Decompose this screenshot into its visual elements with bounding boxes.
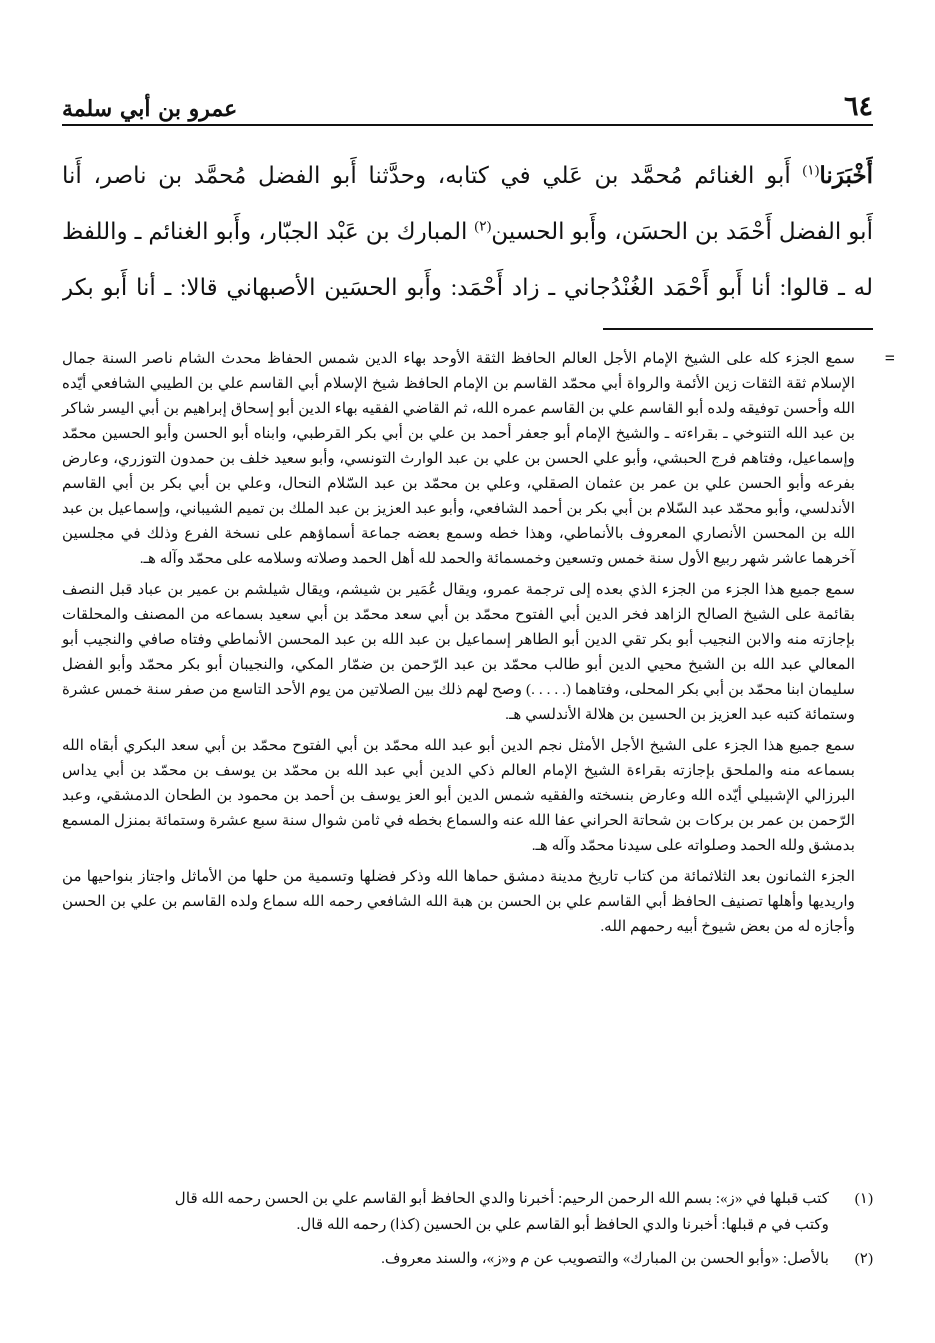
footnote-1-number: (١) <box>854 1190 873 1207</box>
footnote-divider <box>603 328 873 330</box>
footnote-2-body <box>62 1246 829 1272</box>
note-block-4 <box>62 864 873 939</box>
note-block-3-text: سمع جميع هذا الجزء على الشيخ الأجل الأمثل نجم الدين أبو عبد الله محمّد بن أبي الفتوح محمّد بن أبي سعد البكري أبقاه الله بسماعه منه والملحق بإجازته بقراءة الشيخ الإمام العالم ذكي الدين أبي عبد الله بن محمّد بن يوسف بن محمّد بن أبي يداس البرزالي الإشبيلي أيّده الله وعارض بنسخته والفقيه شمس الدين أبو العز يوسف بن أحمد بن محمود بن الطحان الدمشقي، وعبد الرّحمن بن عمر بن بركات بن شحاتة الحراني عفا الله عنه والسماع بخطه في ثامن شوال سنة سبع عشرة وستمائة بمنزل المسمع بدمشق ولله الحمد وصلواته على سيدنا محمّد وآله هـ. <box>62 737 855 854</box>
page-number: ٦٤ <box>843 91 873 122</box>
note-block-2 <box>62 577 873 727</box>
note-block-2-text: سمع جميع هذا الجزء من الجزء الذي بعده إلى ترجمة عمرو، ويقال عُمَير بن شيشم، ويقال شيلشم بن عمير بن عباد قبل النصف بقائمة على الشيخ الصالح الزاهد فخر الدين أبي الفتوح محمّد بن أبي سعد محمّد بن أبي سعيد بسماعه من المصنف والمحلقات بإجازته منه والابن النجيب أبو بكر تقي الدين أبو الطاهر إسماعيل بن عبد الله بن عبد المحسن الأنماطي وفتاه صافي والنجيب أبو المعالي عبد الله بن الشيخ محيي الدين أبو طالب محمّد بن عبد الرّحمن بن ضمّار المكي، والنجيبان أبو بكر محمّد وأبو الفضل سليمان ابنا محمّد بن أبي بكر المحلى، وفتاهما (. . . . .) وصح لهم ذلك بين الصلاتين من يوم الأحد التاسع من صفر سنة خمس عشرة وستمائة كتبه عبد العزيز بن الحسين بن هلالة الأندلسي هـ. <box>62 581 855 723</box>
footnote-1-line-2: وكتب في م قبلها: أخبرنا والدي الحافظ أبو القاسم علي بن الحسين (كذا) رحمه الله قال. <box>296 1216 829 1233</box>
page-header <box>62 86 873 126</box>
main-line-2a-text: أَبو الفضل أَحْمَد بن الحسَن، وأَبو الحسين <box>491 219 873 244</box>
footnote-2 <box>62 1246 873 1272</box>
main-line-2b-text: المبارك بن عَبْد الجبّار، وأَبو الغنائم ـ واللفظ <box>62 219 475 244</box>
note-block-4-text: الجزء الثمانون بعد الثلاثمائة من كتاب تاريخ مدينة دمشق حماها الله وذكر فضلها وتسمية من حلها من الأماثل واجتاز بنواحيها من واريديها وأهلها تصنيف الحافظ أبي القاسم علي بن الحسن بن هبة الله الشافعي رحمه الله سماع ولده القاسم بن علي بن الحسن وأجازه له من بعض شيوخ أبيه رحمهم الله. <box>62 868 855 935</box>
main-line-3: له ـ قالوا: أنا أَبو أَحْمَد الغُنْدُجاني ـ زاد أَحْمَد: وأَبو الحسَين الأصبهاني قالا: ـ أنا أَبو بكر <box>62 275 873 300</box>
main-line-1-text: أَبو الغنائم مُحمَّد بن عَلي في كتابه، وحدَّثنا أَبو الفضل مُحمَّد بن ناصر، أَنا <box>62 163 803 188</box>
footnote-2-number: (٢) <box>854 1250 873 1267</box>
footnote-ref-1[interactable]: (١) <box>802 163 820 179</box>
footnote-2-line-1: بالأصل: «وأبو الحسن بن المبارك» والتصويب عن م و«ز»، والسند معروف. <box>381 1250 829 1267</box>
main-line-2 <box>62 204 873 260</box>
continuation-mark: = <box>884 348 895 368</box>
lead-word: أَخْبَرَنا <box>819 163 873 188</box>
footnote-1-line-1: كتب قبلها في «ز»: بسم الله الرحمن الرحيم: أخبرنا والدي الحافظ أبو القاسم علي بن الحسن رحمه الله قال <box>174 1190 829 1207</box>
marginal-notes <box>62 346 895 945</box>
main-line-1 <box>62 148 873 204</box>
note-block-1-text: سمع الجزء كله على الشيخ الإمام الأجل العالم الحافظ الثقة الأوحد بهاء الدين شمس الحفاظ محدث الشام ناصر السنة جمال الإسلام ثقة الثقات زين الأئمة والرواة أبي محمّد القاسم بن الإمام الحافظ شيخ الإسلام أبي القاسم علي بن الطيبي الشافعي أيّده الله وأحسن توفيقه ولده أبو القاسم علي بن القاسم عمره الله، ثم القاضي الفقيه بهاء الدين أبو إسحاق إبراهيم بن أبي اليسر شاكر بن عبد الله التنوخي ـ بقراءته ـ والشيخ الإمام أبو جعفر أحمد بن علي بن أبي بكر القرطبي، وابناه أبو الحسن وأبو الحسين محمّد وإسماعيل، وفتاهم فرج الحبشي، وأبو علي الحسن بن علي بن عبد الوارث التونسي، وأبو سعيد خلف بن حمدون التوزري، وعارض بفرعه وأبو الحسن علي بن عمر بن عثمان الصقلي، وعلي بن محمّد بن عبد السّلام النحال، وعلي بن أبي بكر بن أبي القاسم الأندلسي، وأبو محمّد عبد السّلام بن أبي بكر بن أحمد الشافعي، وأبو عبد العزيز بن عبد الملك بن تميم الشيباني، وإسماعيل بن عبد الله بن المحسن الأنصاري المعروف بالأنماطي، وهذا خطه وسمع بعضه جماعة أسماؤهم على نسخة الفرع وذلك في مجلسين آخرهما عاشر شهر ربيع الأول سنة خمس وتسعين وخمسمائة والحمد لله أهل الحمد وصلاته وسلامه على محمّد وآله هـ. <box>62 350 855 567</box>
running-title: عمرو بن أبي سلمة <box>62 96 238 122</box>
note-block-3 <box>62 733 873 858</box>
footnote-1-body <box>62 1186 829 1238</box>
main-text <box>62 148 873 316</box>
footnote-1 <box>62 1186 873 1238</box>
footnote-ref-2[interactable]: (٢) <box>474 219 492 235</box>
note-block-1 <box>62 346 895 571</box>
footnotes <box>62 1186 873 1280</box>
